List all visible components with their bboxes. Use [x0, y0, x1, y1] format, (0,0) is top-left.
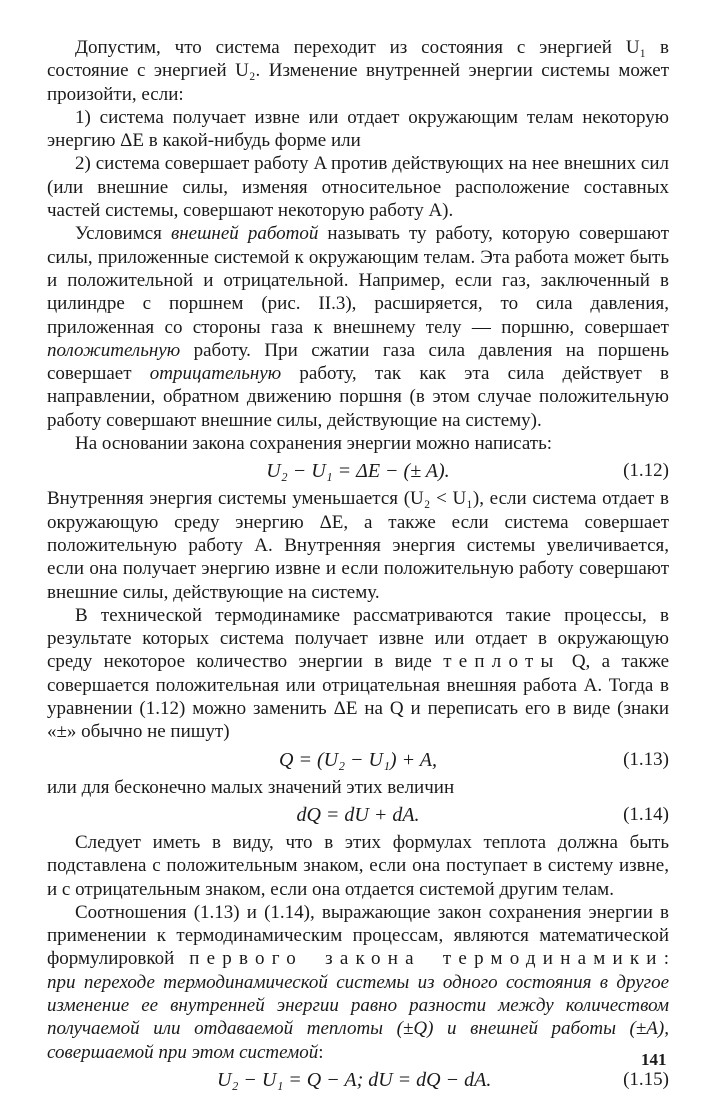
equation-1-14: [47, 799, 669, 831]
term-heat: теплоты: [443, 651, 561, 673]
term-negative: отрицательную: [149, 363, 282, 385]
equation-number: (1.14): [623, 803, 669, 825]
paragraph-internal-energy: Внутренняя энергия системы уменьшается (U₂ < U₁), если система отдает в окружающую среду энергию ΔE, а также если система совершает положительную работу A. Внутренняя энергия системы увеличивается, если она получает энергию извне и если положительную работу совершают внешние силы, действующие на систему.: [47, 488, 669, 603]
equation-formula: Q = (U₂ − U₁) + A,: [279, 748, 437, 771]
text-span: :: [318, 1041, 324, 1063]
text-span: Q, а также совершается положительная или отрицательная внешняя работа A. Тогда в уравнении (1.12) можно заменить ΔE на Q и переписать его в виде (знаки «±» обычно не пишут): [47, 651, 670, 743]
paragraph-infinitesimal: или для бесконечно малых значений этих величин: [47, 776, 455, 798]
list-item-1: 1) система получает извне или отдает окружающим телам некоторую энергию ΔE в какой-нибудь форме или: [47, 106, 669, 152]
term-positive: положительную: [47, 339, 181, 361]
text-span: :: [663, 948, 669, 970]
equation-number: (1.12): [623, 460, 669, 482]
paragraph-sign-note: Следует иметь в виду, что в этих формулах теплота должна быть подставлена с положительным знаком, если она поступает в систему извне, и с отрицательным знаком, если она отдается системой другим телам.: [47, 831, 669, 900]
equation-1-12: [47, 455, 669, 487]
paragraph-technical-thermo: [47, 604, 669, 744]
term-first-law: первого закона термодинамики: [189, 948, 664, 970]
equation-formula: dQ = dU + dA.: [296, 803, 420, 826]
text-span: Условимся: [75, 223, 171, 245]
text-span: Соотношения (1.13) и (1.14), выражающие закон сохранения энергии в применении к термодинамическим процессам, являются математической формулировкой: [47, 901, 669, 970]
paragraph-first-law: [47, 901, 669, 1064]
term-external-work: внешней работой: [170, 223, 319, 245]
text-span: называть ту работу, которую совершают силы, приложенные системой к окружающим телам. Эта работа может быть и положительной и отрицательной. Например, если газ, заключенный в цилиндре с поршнем (рис. II.3), расширяется, то сила давления, приложенная со стороны газа к внешнему телу — поршню, совершает: [47, 223, 669, 338]
equation-1-15: [47, 1064, 669, 1096]
text-span: работу, так как эта сила действует в направлении, обратном движению поршня (в этом случае положительную работу совершают внешние силы, действующие на систему).: [47, 363, 669, 431]
text-span: В технической термодинамике рассматриваются такие процессы, в результате которых система получает извне или отдает в окружающую среду некоторое количество энергии в виде: [47, 604, 669, 673]
first-law-statement: при переходе термодинамической системы из одного состояния в другое изменение ее внутренней энергии равно разности между количеством получаемой или отдаваемой теплоты (±Q) и внешней работы (±A), совершаемой при этом системой: [47, 971, 669, 1063]
equation-number: (1.13): [623, 748, 669, 770]
equation-formula: U₂ − U₁ = ΔE − (± A).: [266, 460, 450, 483]
body-text: [47, 36, 669, 1096]
equation-formula: U₂ − U₁ = Q − A; dU = dQ − dA.: [217, 1068, 492, 1091]
equation-1-13: [47, 744, 669, 776]
paragraph-intro: Допустим, что система переходит из состояния с энергией U₁ в состояние с энергией U₂. Изменение внутренней энергии системы может произойти, если:: [47, 37, 669, 105]
page-number: 141: [641, 1050, 667, 1069]
paragraph-conservation: На основании закона сохранения энергии можно написать:: [75, 433, 553, 455]
paragraph-external-work: [47, 222, 669, 432]
list-item-2: 2) система совершает работу A против действующих на нее внешних сил (или внешние силы, изменяя относительное расположение составных частей системы, совершают некоторую работу A).: [47, 153, 669, 222]
equation-number: (1.15): [623, 1068, 669, 1090]
text-span: работу. При сжатии газа сила давления на поршень совершает: [47, 339, 669, 385]
